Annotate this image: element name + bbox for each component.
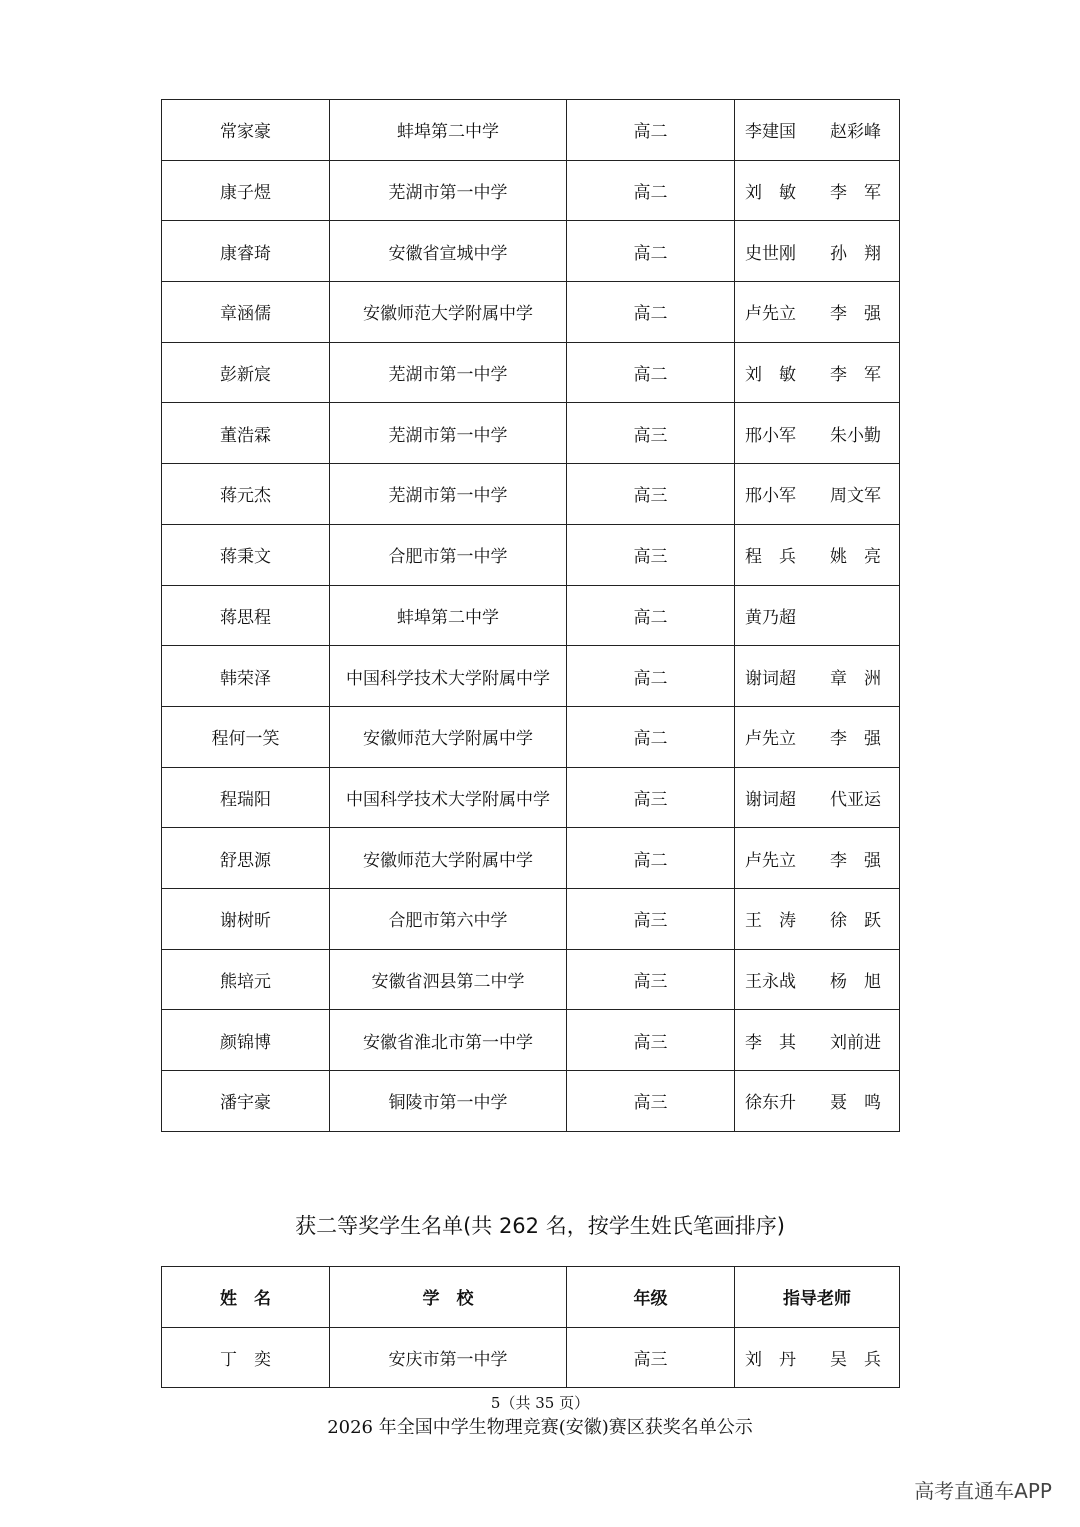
footer-title: 2026 年全国中学生物理竞赛(安徽)赛区获奖名单公示 bbox=[327, 1417, 753, 1438]
cell-teacher2: 代亚运 bbox=[830, 789, 881, 810]
cell-teacher2: 吴 兵 bbox=[830, 1349, 881, 1370]
cell-grade: 高三 bbox=[567, 464, 735, 525]
table-row bbox=[162, 221, 900, 282]
cell-name: 潘宇豪 bbox=[162, 1071, 330, 1132]
cell-teachers bbox=[735, 888, 900, 949]
cell-teacher2: 李 军 bbox=[830, 183, 881, 204]
cell-teacher1: 刘 丹 bbox=[745, 1349, 796, 1370]
cell-school: 安庆市第一中学 bbox=[330, 1327, 567, 1388]
cell-teacher1: 李建国 bbox=[745, 122, 796, 143]
cell-school: 蚌埠第二中学 bbox=[330, 100, 567, 161]
table-row bbox=[162, 1010, 900, 1071]
cell-school: 蚌埠第二中学 bbox=[330, 585, 567, 646]
cell-school: 芜湖市第一中学 bbox=[330, 464, 567, 525]
cell-teacher1: 卢先立 bbox=[745, 850, 796, 871]
table-row bbox=[162, 464, 900, 525]
cell-grade: 高二 bbox=[567, 282, 735, 343]
cell-name: 程瑞阳 bbox=[162, 767, 330, 828]
cell-grade: 高二 bbox=[567, 646, 735, 707]
cell-grade: 高二 bbox=[567, 828, 735, 889]
cell-school: 中国科学技术大学附属中学 bbox=[330, 767, 567, 828]
cell-teacher1: 刘 敏 bbox=[745, 183, 796, 204]
cell-teachers bbox=[735, 1071, 900, 1132]
cell-teacher2: 李 军 bbox=[830, 365, 881, 386]
cell-grade: 高三 bbox=[567, 1071, 735, 1132]
cell-teachers bbox=[735, 1010, 900, 1071]
cell-name: 董浩霖 bbox=[162, 403, 330, 464]
cell-name: 康睿琦 bbox=[162, 221, 330, 282]
table-row bbox=[162, 403, 900, 464]
cell-name: 蒋元杰 bbox=[162, 464, 330, 525]
header-teacher: 指导老师 bbox=[735, 1267, 900, 1328]
cell-teacher2: 朱小勤 bbox=[830, 425, 881, 446]
table-row bbox=[162, 1071, 900, 1132]
cell-school: 安徽师范大学附属中学 bbox=[330, 282, 567, 343]
cell-teacher1: 谢词超 bbox=[745, 668, 796, 689]
cell-teachers bbox=[735, 160, 900, 221]
cell-teacher1: 卢先立 bbox=[745, 729, 796, 750]
header-name: 姓 名 bbox=[162, 1267, 330, 1328]
cell-grade: 高三 bbox=[567, 1327, 735, 1388]
cell-teachers bbox=[735, 646, 900, 707]
cell-teacher1: 王永战 bbox=[745, 971, 796, 992]
cell-teacher2: 姚 亮 bbox=[830, 547, 881, 568]
cell-school: 芜湖市第一中学 bbox=[330, 342, 567, 403]
cell-teachers bbox=[735, 100, 900, 161]
cell-teacher1: 谢词超 bbox=[745, 789, 796, 810]
cell-school: 安徽省淮北市第一中学 bbox=[330, 1010, 567, 1071]
cell-name: 蒋思程 bbox=[162, 585, 330, 646]
cell-grade: 高二 bbox=[567, 342, 735, 403]
cell-teacher2: 徐 跃 bbox=[830, 911, 881, 932]
cell-grade: 高三 bbox=[567, 524, 735, 585]
table-row bbox=[162, 828, 900, 889]
cell-teacher1: 邢小军 bbox=[745, 425, 796, 446]
second-prize-table bbox=[161, 1266, 900, 1388]
header-grade: 年级 bbox=[567, 1267, 735, 1328]
table-row bbox=[162, 646, 900, 707]
cell-teachers bbox=[735, 949, 900, 1010]
table-row bbox=[162, 160, 900, 221]
cell-teacher2: 孙 翔 bbox=[830, 243, 881, 264]
cell-teachers bbox=[735, 342, 900, 403]
table-row bbox=[162, 524, 900, 585]
cell-school: 铜陵市第一中学 bbox=[330, 1071, 567, 1132]
cell-teachers bbox=[735, 464, 900, 525]
cell-teacher1: 徐东升 bbox=[745, 1093, 796, 1114]
table-row bbox=[162, 342, 900, 403]
cell-teacher2: 周文军 bbox=[830, 486, 881, 507]
cell-teachers bbox=[735, 706, 900, 767]
cell-school: 中国科学技术大学附属中学 bbox=[330, 646, 567, 707]
header-school: 学 校 bbox=[330, 1267, 567, 1328]
watermark-text: 高考直通车APP bbox=[914, 1479, 1052, 1503]
cell-name: 韩荣泽 bbox=[162, 646, 330, 707]
cell-teachers bbox=[735, 524, 900, 585]
cell-school: 合肥市第一中学 bbox=[330, 524, 567, 585]
table-header-row bbox=[162, 1267, 900, 1328]
cell-name: 蒋秉文 bbox=[162, 524, 330, 585]
cell-teachers bbox=[735, 585, 900, 646]
cell-teacher1: 黄乃超 bbox=[745, 607, 796, 628]
cell-teacher1: 邢小军 bbox=[745, 486, 796, 507]
cell-name: 常家豪 bbox=[162, 100, 330, 161]
cell-teacher2: 聂 鸣 bbox=[830, 1093, 881, 1114]
cell-teachers bbox=[735, 828, 900, 889]
cell-name: 丁 奕 bbox=[162, 1327, 330, 1388]
cell-teachers bbox=[735, 403, 900, 464]
cell-school: 芜湖市第一中学 bbox=[330, 403, 567, 464]
cell-name: 程何一笑 bbox=[162, 706, 330, 767]
cell-school: 安徽省宣城中学 bbox=[330, 221, 567, 282]
cell-teacher1: 李 其 bbox=[745, 1032, 796, 1053]
cell-name: 康子煜 bbox=[162, 160, 330, 221]
cell-grade: 高三 bbox=[567, 403, 735, 464]
cell-teacher2: 章 洲 bbox=[830, 668, 881, 689]
cell-name: 彭新宸 bbox=[162, 342, 330, 403]
cell-grade: 高二 bbox=[567, 221, 735, 282]
cell-name: 颜锦博 bbox=[162, 1010, 330, 1071]
cell-teacher1: 刘 敏 bbox=[745, 365, 796, 386]
cell-teacher2: 李 强 bbox=[830, 729, 881, 750]
cell-teachers bbox=[735, 282, 900, 343]
cell-grade: 高三 bbox=[567, 767, 735, 828]
cell-teacher1: 卢先立 bbox=[745, 304, 796, 325]
cell-teacher2: 刘前进 bbox=[830, 1032, 881, 1053]
cell-name: 谢树昕 bbox=[162, 888, 330, 949]
second-prize-section-title: 获二等奖学生名单(共 262 名，按学生姓氏笔画排序) bbox=[295, 1214, 785, 1238]
cell-teacher2: 杨 旭 bbox=[830, 971, 881, 992]
cell-teacher1: 王 涛 bbox=[745, 911, 796, 932]
cell-teacher1: 程 兵 bbox=[745, 547, 796, 568]
cell-teachers bbox=[735, 221, 900, 282]
cell-grade: 高二 bbox=[567, 585, 735, 646]
cell-teachers bbox=[735, 767, 900, 828]
cell-school: 合肥市第六中学 bbox=[330, 888, 567, 949]
cell-teacher2: 赵彩峰 bbox=[830, 122, 881, 143]
cell-grade: 高二 bbox=[567, 160, 735, 221]
table-row bbox=[162, 282, 900, 343]
cell-teacher2: 李 强 bbox=[830, 304, 881, 325]
page-number: 5（共 35 页） bbox=[490, 1394, 590, 1412]
awards-table-continued bbox=[161, 99, 900, 1132]
cell-school: 安徽省泗县第二中学 bbox=[330, 949, 567, 1010]
cell-school: 安徽师范大学附属中学 bbox=[330, 828, 567, 889]
cell-teacher2: 李 强 bbox=[830, 850, 881, 871]
cell-grade: 高三 bbox=[567, 888, 735, 949]
table-row bbox=[162, 888, 900, 949]
cell-school: 芜湖市第一中学 bbox=[330, 160, 567, 221]
table-row bbox=[162, 949, 900, 1010]
cell-name: 舒思源 bbox=[162, 828, 330, 889]
cell-teachers bbox=[735, 1327, 900, 1388]
table-row bbox=[162, 1327, 900, 1388]
cell-teacher1: 史世刚 bbox=[745, 243, 796, 264]
cell-grade: 高二 bbox=[567, 100, 735, 161]
table-row bbox=[162, 767, 900, 828]
cell-name: 章涵儒 bbox=[162, 282, 330, 343]
cell-school: 安徽师范大学附属中学 bbox=[330, 706, 567, 767]
table-row bbox=[162, 100, 900, 161]
table-row bbox=[162, 585, 900, 646]
cell-grade: 高三 bbox=[567, 949, 735, 1010]
table-row bbox=[162, 706, 900, 767]
cell-grade: 高三 bbox=[567, 1010, 735, 1071]
cell-grade: 高二 bbox=[567, 706, 735, 767]
cell-name: 熊培元 bbox=[162, 949, 330, 1010]
